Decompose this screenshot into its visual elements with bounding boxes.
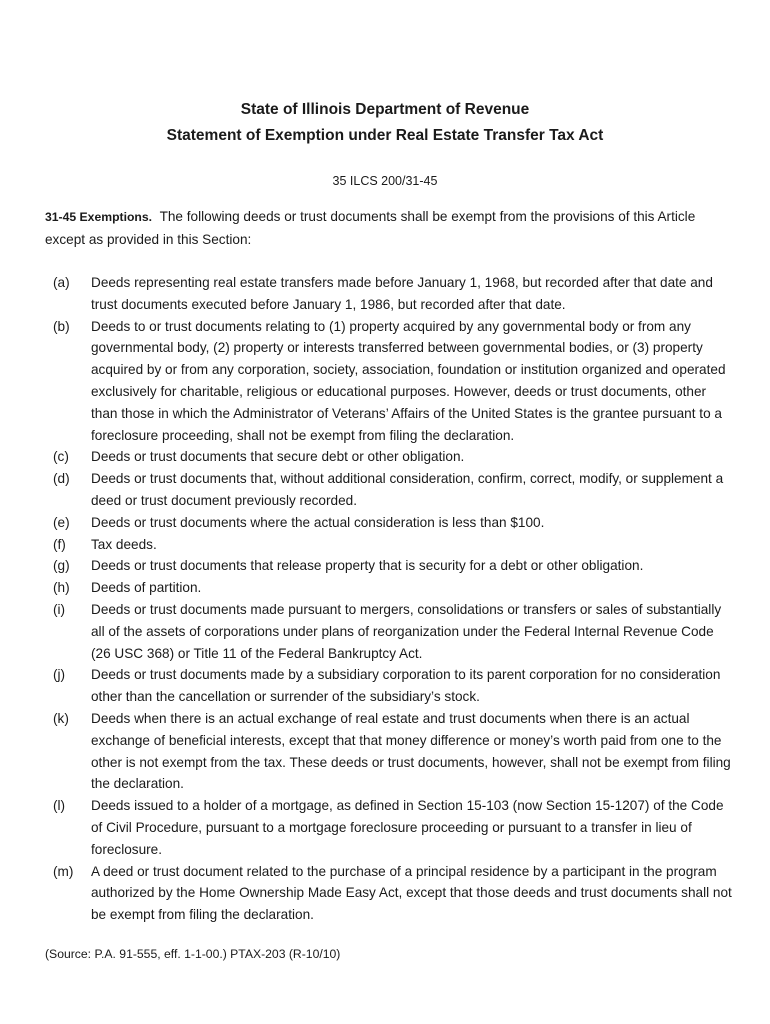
exemption-text: Deeds or trust documents that secure debt or other obligation. [91,449,465,465]
exemption-marker: (b) [53,318,70,334]
exemptions-list [53,272,733,926]
exemption-item-g [53,555,733,577]
exemption-text: Deeds to or trust documents relating to (1) property acquired by any governmental body or from any governmental body, (2) property or interests transferred between governmental bodies, or (3) property acquired by or from any corporation, society, association, foundation or institution organized and operated exclusively for charitable, religious or educational purposes. However, deeds or trust documents, other than those in which the Administrator of Veterans’ Affairs of the United States is the grantee pursuant to a foreclosure proceeding, shall not be exempt from filing the declaration. [91,318,726,443]
exemption-text: Deeds issued to a holder of a mortgage, as defined in Section 15-103 (now Section 15-1207) of the Code of Civil Procedure, pursuant to a mortgage foreclosure proceeding or pursuant to a transfer in lieu of foreclosure. [91,798,724,857]
exemption-marker: (i) [53,601,66,617]
exemption-text: Deeds or trust documents made pursuant to mergers, consolidations or transfers or sales of substantially all of the assets of corporations under plans of reorganization under the Federal Internal Revenue Code (26 USC 368) or Title 11 of the Federal Bankruptcy Act. [91,601,722,661]
exemption-item-m [53,861,733,926]
exemption-item-l [53,795,733,860]
source-note: (Source: P.A. 91-555, eff. 1-1-00.) PTAX-203 (R-10/10) [45,947,341,961]
exemption-marker: (j) [53,667,66,683]
exemption-item-c [53,446,733,468]
exemption-text: Tax deeds. [91,536,157,552]
exemption-text: Deeds of partition. [91,580,202,596]
exemption-marker: (g) [53,558,70,574]
exemption-marker: (k) [53,710,69,726]
exemption-marker: (l) [53,798,66,814]
exemption-text: Deeds when there is an actual exchange of real estate and trust documents when there is an actual exchange of beneficial interests, except that that money difference or money’s worth paid from one to the other is not exempt from the tax. These deeds or trust documents, however, shall not be exempt from filing the declaration. [91,710,731,792]
exemption-item-h [53,577,733,599]
exemption-item-d [53,468,733,512]
exemption-marker: (c) [53,449,69,465]
intro-paragraph [45,206,735,251]
statute-citation: 35 ILCS 200/31-45 [332,174,438,188]
exemption-item-b [53,316,733,447]
exemption-text: Deeds or trust documents where the actual consideration is less than $100. [91,514,545,530]
exemption-text: Deeds or trust documents that release property that is security for a debt or other obligation. [91,558,644,574]
page-subtitle: Statement of Exemption under Real Estate Transfer Tax Act [166,127,604,144]
exemption-item-e [53,512,733,534]
exemption-item-f [53,534,733,556]
exemption-marker: (f) [53,536,66,552]
exemption-item-k [53,708,733,795]
page-title: State of Illinois Department of Revenue [240,101,530,118]
exemption-marker: (h) [53,580,70,596]
exemption-marker: (a) [53,275,70,290]
exemption-text: Deeds or trust documents that, without additional consideration, confirm, correct, modify, or supplement a deed or trust document previously recorded. [91,471,724,508]
exemption-text: A deed or trust document related to the purchase of a principal residence by a participant in the program authorized by the Home Ownership Made Easy Act, except that those deeds and trust documents shall not be exempt from filing the declaration. [91,863,732,923]
exemption-marker: (d) [53,471,70,487]
exemption-marker: (e) [53,514,70,530]
section-heading: 31-45 Exemptions. [45,210,153,224]
exemption-item-j [53,664,733,708]
exemption-item-i [53,599,733,664]
exemption-marker: (m) [53,863,74,879]
intro-text: The following deeds or trust documents shall be exempt from the provisions of this Article except as provided in this Section: [45,209,696,247]
exemption-text: Deeds representing real estate transfers made before January 1, 1968, but recorded after that date and trust documents executed before January 1, 1986, but recorded after that date. [91,275,713,312]
exemption-item-a [53,272,733,316]
exemption-text: Deeds or trust documents made by a subsidiary corporation to its parent corporation for no consideration other than the cancellation or surrender of the subsidiary’s stock. [91,667,721,705]
